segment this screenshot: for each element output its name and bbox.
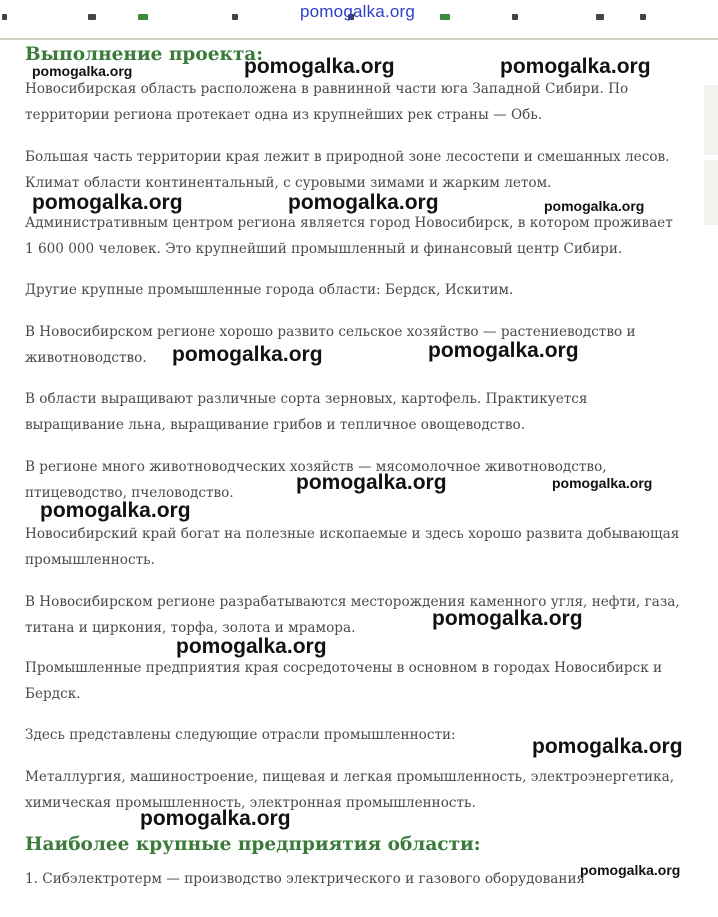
watermark: pomogalka.org bbox=[428, 339, 579, 362]
text-line: В области выращивают различные сорта зерновых, картофель. Практикуется bbox=[25, 391, 588, 407]
text-line: В Новосибирском регионе разрабатываются месторождения каменного угля, нефти, газа, bbox=[25, 594, 680, 610]
text-line: Климат области континентальный, с суровыми зимами и жарким летом. bbox=[25, 175, 552, 191]
text-line: В Новосибирском регионе хорошо развито сельское хозяйство — растениеводство и bbox=[25, 324, 636, 340]
paragraph bbox=[25, 76, 695, 128]
text-line: 1 600 000 человек. Это крупнейший промышленный и финансовый центр Сибири. bbox=[25, 241, 623, 257]
watermark: pomogalka.org bbox=[288, 191, 439, 214]
text-line: Здесь представлены следующие отрасли промышленности: bbox=[25, 727, 456, 743]
watermark: pomogalka.org bbox=[32, 191, 183, 214]
text-line: территории региона протекает одна из крупнейших рек страны — Обь. bbox=[25, 107, 543, 123]
clipped-nav-fragment bbox=[88, 14, 96, 20]
text-line: Другие крупные промышленные города области: Бердск, Искитим. bbox=[25, 282, 514, 298]
clipped-nav-fragment bbox=[640, 14, 646, 20]
text-line: титана и циркония, торфа, золота и мрамора. bbox=[25, 620, 356, 636]
text-line: промышленность. bbox=[25, 552, 155, 568]
watermark: pomogalka.org bbox=[432, 607, 583, 630]
text-line: Металлургия, машиностроение, пищевая и легкая промышленность, электроэнергетика, bbox=[25, 769, 675, 785]
paragraph bbox=[25, 589, 695, 641]
text-line: выращивание льна, выращивание грибов и тепличное овощеводство. bbox=[25, 417, 526, 433]
text-line: Большая часть территории края лежит в природной зоне лесостепи и смешанных лесов. bbox=[25, 149, 670, 165]
paragraph bbox=[25, 386, 695, 438]
text-line: Бердск. bbox=[25, 686, 81, 702]
watermark: pomogalka.org bbox=[32, 63, 133, 79]
watermark: pomogalka.org bbox=[244, 55, 395, 78]
clipped-nav-fragment bbox=[232, 14, 238, 20]
paragraph bbox=[25, 521, 695, 573]
clipped-nav-fragment bbox=[2, 14, 7, 20]
paragraph bbox=[25, 655, 695, 707]
text-line: Административным центром региона является город Новосибирск, в котором проживает bbox=[25, 215, 673, 231]
paragraph bbox=[25, 764, 695, 816]
watermark: pomogalka.org bbox=[500, 55, 651, 78]
watermark: pomogalka.org bbox=[544, 198, 645, 214]
paragraph bbox=[25, 277, 695, 303]
text-line: В регионе много животноводческих хозяйств — мясомолочное животноводство, bbox=[25, 459, 607, 475]
watermark: pomogalka.org bbox=[580, 862, 681, 878]
paragraph bbox=[25, 144, 695, 196]
site-watermark: pomogalka.org bbox=[300, 2, 416, 21]
clipped-nav-fragment bbox=[596, 14, 604, 20]
text-line: химическая промышленность, электронная промышленность. bbox=[25, 795, 476, 811]
text-line: Новосибирский край богат на полезные ископаемые и здесь хорошо развита добывающая bbox=[25, 526, 680, 542]
clipped-nav-fragment bbox=[138, 14, 148, 20]
section-heading-enterprises: Наиболее крупные предприятия области: bbox=[25, 834, 481, 855]
paragraph bbox=[25, 319, 695, 371]
watermark: pomogalka.org bbox=[40, 499, 191, 522]
text-line: Промышленные предприятия края сосредоточены в основном в городах Новосибирск и bbox=[25, 660, 663, 676]
section-heading-project: Выполнение проекта: bbox=[25, 44, 264, 65]
watermark: pomogalka.org bbox=[140, 807, 291, 830]
watermark: pomogalka.org bbox=[296, 471, 447, 494]
text-line: животноводство. bbox=[25, 350, 147, 366]
watermark: pomogalka.org bbox=[532, 735, 683, 758]
paragraph bbox=[25, 210, 695, 262]
text-line: Новосибирская область расположена в равнинной части юга Западной Сибири. По bbox=[25, 81, 629, 97]
right-edge-panel bbox=[704, 160, 718, 225]
watermark: pomogalka.org bbox=[176, 635, 327, 658]
text-line: птицеводство, пчеловодство. bbox=[25, 485, 234, 501]
clipped-nav-fragment bbox=[440, 14, 450, 20]
watermark: pomogalka.org bbox=[172, 343, 323, 366]
clipped-nav-fragment bbox=[512, 14, 518, 20]
watermark: pomogalka.org bbox=[552, 475, 653, 491]
text-line: 1. Сибэлектротерм — производство электрического и газового оборудования bbox=[25, 871, 586, 887]
right-edge-panel bbox=[704, 85, 718, 155]
